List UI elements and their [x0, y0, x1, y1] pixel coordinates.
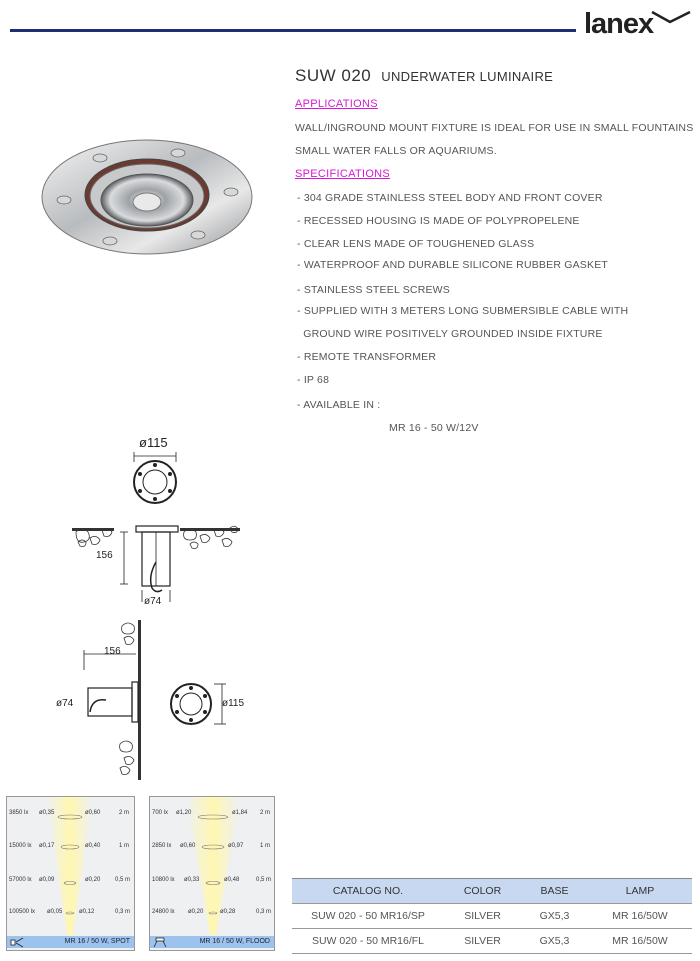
lamp: MR 16/50W [588, 929, 692, 954]
catalog-table [292, 878, 692, 954]
spec-line: - RECESSED HOUSING IS MADE OF POLYPROPELENE [297, 215, 580, 227]
flood-beam-icon [153, 937, 167, 948]
flood-dist: 0,3 m [256, 909, 272, 915]
color: SILVER [444, 929, 521, 954]
wall-mount-drawing [76, 620, 146, 780]
spot-d1: ø0,09 [39, 877, 55, 883]
header-rule [10, 29, 576, 32]
col-base: BASE [521, 879, 588, 904]
base: GX5,3 [521, 904, 588, 929]
spec-line: GROUND WIRE POSITIVELY GROUNDED INSIDE FIXTURE [297, 328, 603, 340]
applications-line: SMALL WATER FALLS OR AQUARIUMS. [295, 145, 497, 157]
top-view-drawing [120, 450, 190, 510]
flood-d2: ø1,84 [232, 810, 248, 816]
base: GX5,3 [521, 929, 588, 954]
spot-dist: 2 m [119, 810, 130, 816]
spec-line: - REMOTE TRANSFORMER [297, 351, 437, 363]
lamp: MR 16/50W [588, 904, 692, 929]
flood-lux: 10800 lx [152, 877, 175, 883]
product-name: UNDERWATER LUMINAIRE [381, 69, 554, 84]
spot-d2: ø0,20 [85, 877, 101, 883]
spot-d2: ø0,12 [79, 909, 95, 915]
specifications-heading: SPECIFICATIONS [295, 168, 391, 180]
spot-lux: 3850 lx [9, 810, 29, 816]
dim-diameter-top: ø115 [139, 435, 168, 450]
spec-line: - SUPPLIED WITH 3 METERS LONG SUBMERSIBLE CABLE WITH [297, 305, 629, 317]
col-color: COLOR [444, 879, 521, 904]
product-code: SUW 020 [295, 66, 372, 85]
applications-line: WALL/INGROUND MOUNT FIXTURE IS IDEAL FOR USE IN SMALL FOUNTAINS [295, 122, 694, 134]
photometry-flood-panel [149, 796, 275, 951]
spot-d2: ø0,40 [85, 843, 101, 849]
flood-d1: ø1,20 [176, 810, 192, 816]
spot-d2: ø0,60 [85, 810, 101, 816]
flood-d1: ø0,33 [184, 877, 200, 883]
col-lamp: LAMP [588, 879, 692, 904]
spec-line: - WATERPROOF AND DURABLE SILICONE RUBBER GASKET [297, 259, 609, 271]
spot-d1: ø0,05 [47, 909, 63, 915]
dim-diameter-wall: ø74 [56, 698, 74, 709]
dim-diameter-front: ø115 [222, 698, 245, 709]
spot-d1: ø0,35 [39, 810, 55, 816]
spot-caption: MR 16 / 50 W, SPOT [7, 936, 134, 948]
flood-d2: ø0,48 [224, 877, 240, 883]
catalog-no: SUW 020 - 50 MR16/SP [292, 904, 444, 929]
color: SILVER [444, 904, 521, 929]
table-row [292, 904, 692, 929]
flood-d1: ø0,20 [188, 909, 204, 915]
dim-diameter-side: ø74 [144, 596, 162, 607]
col-catalog-no: CATALOG NO. [292, 879, 444, 904]
spot-dist: 1 m [119, 843, 130, 849]
spec-available-lamp: MR 16 - 50 W/12V [389, 422, 479, 434]
flood-lux: 24800 lx [152, 909, 175, 915]
dim-width-wall: 156 [104, 646, 121, 657]
spec-line: - CLEAR LENS MADE OF TOUGHENED GLASS [297, 238, 535, 250]
flood-d2: ø0,97 [228, 843, 244, 849]
catalog-no: SUW 020 - 50 MR16/FL [292, 929, 444, 954]
spot-lux: 57000 lx [9, 877, 32, 883]
spot-dist: 0,3 m [115, 909, 131, 915]
flood-d1: ø0,60 [180, 843, 196, 849]
spot-lux: 100500 lx [9, 909, 36, 915]
spec-line: - IP 68 [297, 374, 330, 386]
spot-d1: ø0,17 [39, 843, 55, 849]
flood-caption: MR 16 / 50 W, FLOOD [150, 936, 274, 948]
flood-lux: 2850 lx [152, 843, 172, 849]
flood-d2: ø0,28 [220, 909, 236, 915]
applications-heading: APPLICATIONS [295, 98, 378, 110]
dim-height-side: 156 [96, 550, 113, 561]
product-title [295, 66, 553, 86]
flood-dist: 0,5 m [256, 877, 272, 883]
table-row [292, 929, 692, 954]
flood-lux: 700 lx [152, 810, 169, 816]
spec-line: - STAINLESS STEEL SCREWS [297, 284, 450, 296]
spot-beam-icon [10, 937, 24, 948]
catalog-header-row [292, 879, 692, 904]
product-photo [40, 138, 254, 256]
logo-swoosh-icon [650, 10, 692, 24]
flood-dist: 2 m [260, 810, 271, 816]
spot-lux: 15000 lx [9, 843, 32, 849]
spot-dist: 0,5 m [115, 877, 131, 883]
photometry-spot-panel [6, 796, 135, 951]
brand-logo: lanex [584, 8, 654, 40]
flood-dist: 1 m [260, 843, 271, 849]
spec-line: - 304 GRADE STAINLESS STEEL BODY AND FRONT COVER [297, 192, 603, 204]
spec-line: - AVAILABLE IN : [297, 399, 381, 411]
